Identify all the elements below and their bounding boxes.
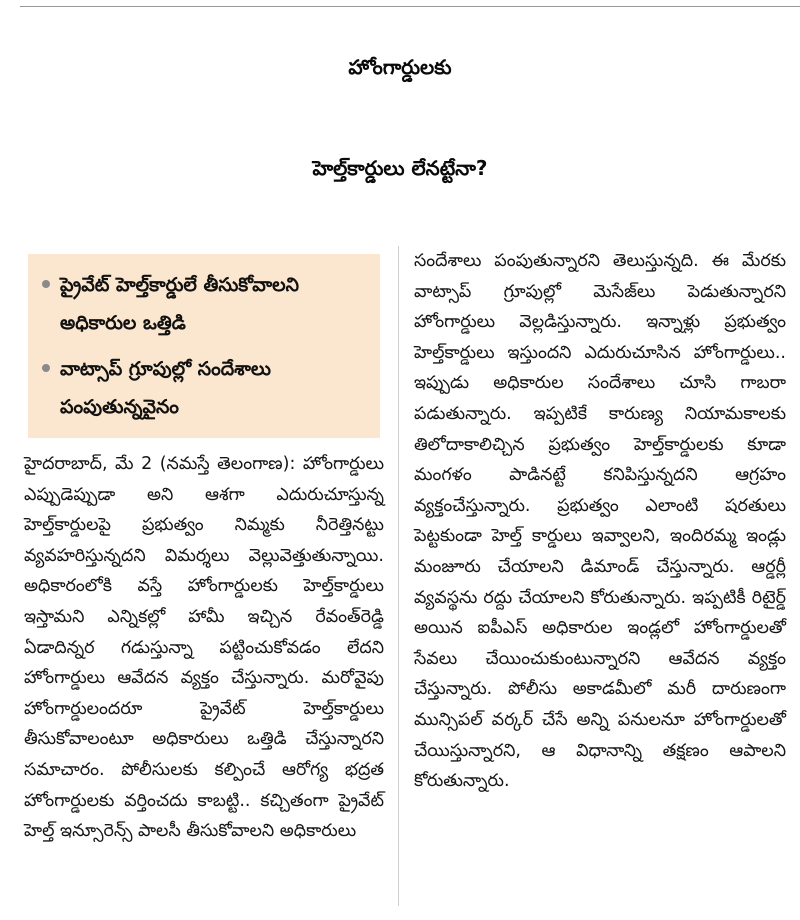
article-left-text: హైదరాబాద్, మే 2 (నమస్తే తెలంగాణ): హోంగార్డులు ఎప్పుడెప్పుడా అని ఆశగా ఎదురుచూస్తున్న హెల్త్‌కార్డులపై ప్రభుత్వం నిమ్మకు నీరెత్తినట్టు వ్యవహరిస్తున్నదని విమర్శలు వెల్లువెత్తుతున్నాయి. అధికారంలోకి వస్తే హోంగార్డులకు హెల్త్‌కార్డులు ఇస్తామని ఎన్నికల్లో హామీ ఇచ్చిన రేవంత్‌రెడ్డి ఏడాదిన్నర గడుస్తున్నా పట్టించుకోవడం లేదని హోంగార్డులు ఆవేదన వ్యక్తం చేస్తున్నారు. మరోవైపు హోంగార్డులందరూ ప్రైవేట్ హెల్త్‌కార్డులు తీసుకోవాలంటూ అధికారులు ఒత్తిడి చేస్తున్నారని సమాచారం. పోలీసులకు కల్పించే ఆరోగ్య భద్రత హోంగార్డులకు వర్తించదు కాబట్టి.. కచ్చితంగా ప్రైవేట్ హెల్త్ ఇన్సూరెన్స్ పాలసీ తీసుకోవాలని అధికారులు <box>24 454 384 842</box>
bullet-icon <box>42 364 50 372</box>
headline-line-1: హోంగార్డులకు <box>348 55 452 79</box>
highlight-text: ప్రైవేట్ హెల్త్‌కార్డులే తీసుకోవాలని అధికారుల ఒత్తిడి <box>60 274 299 334</box>
highlight-text: వాట్సాప్ గ్రూపుల్లో సందేశాలు పంపుతున్నవైనం <box>60 358 271 418</box>
article-right-text: సందేశాలు పంపుతున్నారని తెలుస్తున్నది. ఈ మేరకు వాట్సాప్ గ్రూపుల్లో మెసేజ్‌లు పెడుతున్నారని హోంగార్డులు వెల్లడిస్తున్నారు. ఇన్నాళ్లు ప్రభుత్వం హెల్త్‌కార్డులు ఇస్తుందని ఎదురుచూసిన హోంగార్డులు.. ఇప్పుడు అధికారుల సందేశాలు చూసి గాబరా పడుతున్నారు. ఇప్పటికే కారుణ్య నియామకాలకు తిలోదాకాలిచ్చిన ప్రభుత్వం హెల్త్‌కార్డులకు కూడా మంగళం పాడినట్టే కనిపిస్తున్నదని ఆగ్రహం వ్యక్తంచేస్తున్నారు. ప్రభుత్వం ఎలాంటి షరతులు పెట్టకుండా హెల్త్ కార్డులు ఇవ్వాలని, ఇందిరమ్మ ఇండ్లు మంజూరు చేయాలని డిమాండ్ చేస్తున్నారు. ఆర్డర్లీ వ్యవస్థను రద్దు చేయాలని కోరుతున్నారు. ఇప్పటికీ రిటైర్డ్ అయిన ఐపీఎస్ అధికారుల ఇండ్లలో హోంగార్డులతో సేవలు చేయించుకుంటున్నారని ఆవేదన వ్యక్తం చేస్తున్నారు. పోలీసు అకాడమీలో మరీ దారుణంగా మున్సిపల్ వర్కర్ చేసే అన్ని పనులనూ హోంగార్డులతో చేయిస్తున్నారని, ఆ విధానాన్ని తక్షణం ఆపాలని కోరుతున్నారు. <box>414 251 786 792</box>
top-rule <box>20 6 800 7</box>
highlight-item <box>42 350 372 426</box>
article-left-column <box>24 449 384 847</box>
highlight-box <box>28 254 380 438</box>
column-divider <box>398 246 399 906</box>
article-right-column <box>414 246 786 797</box>
bullet-icon <box>42 280 50 288</box>
highlight-item <box>42 266 372 342</box>
headline-line-2: హెల్త్‌కార్డులు లేనట్టేనా? <box>312 156 488 180</box>
